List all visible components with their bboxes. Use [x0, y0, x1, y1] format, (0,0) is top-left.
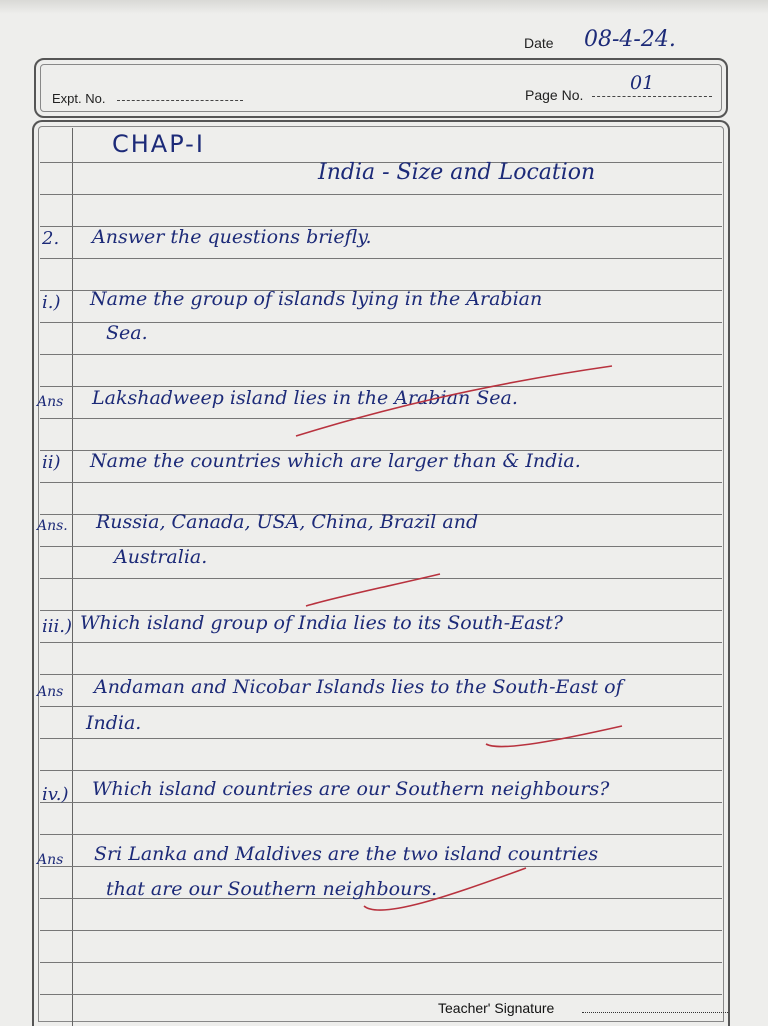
answer-marker: Ans. — [37, 518, 68, 534]
answer-marker: Ans — [37, 684, 64, 700]
answer-line: that are our Southern neighbours. — [106, 878, 438, 900]
date-label: Date — [524, 35, 554, 51]
question-number: i.) — [42, 292, 61, 313]
section-heading: Answer the questions briefly. — [92, 226, 372, 248]
question-line: Which island countries are our Southern neighbours? — [92, 778, 610, 800]
answer-line: Andaman and Nicobar Islands lies to the South-East of — [94, 676, 623, 698]
question-number: iv.) — [42, 784, 69, 805]
check-mark — [306, 574, 440, 606]
check-mark — [486, 726, 622, 747]
answer-marker: Ans — [37, 852, 64, 868]
teacher-signature-label: Teacher' Signature — [438, 1000, 555, 1016]
answer-marker: Ans — [37, 394, 64, 410]
teacher-signature-field — [582, 1012, 728, 1013]
question-line: Which island group of India lies to its South-East? — [80, 612, 563, 634]
chapter-heading: CHAP-I — [112, 130, 205, 158]
check-mark — [296, 366, 612, 436]
check-mark — [364, 868, 526, 910]
question-number: iii.) — [42, 616, 73, 637]
page-no-label: Page No. — [525, 87, 584, 103]
expt-no-label: Expt. No. — [52, 91, 106, 106]
question-number: ii) — [42, 452, 61, 473]
question-line: Sea. — [106, 322, 148, 344]
chapter-title: India - Size and Location — [318, 160, 596, 185]
section-number: 2. — [42, 228, 60, 249]
answer-line: Lakshadweep island lies in the Arabian Sea. — [92, 387, 518, 409]
answer-line: Australia. — [114, 546, 208, 568]
answer-line: India. — [86, 712, 142, 734]
answer-line: Sri Lanka and Maldives are the two island countries — [94, 843, 599, 865]
question-line: Name the countries which are larger than & India. — [90, 450, 581, 472]
question-line: Name the group of islands lying in the Arabian — [90, 288, 543, 310]
page-no-value: 01 — [630, 72, 655, 94]
answer-line: Russia, Canada, USA, China, Brazil and — [96, 511, 479, 533]
date-value: 08-4-24. — [584, 27, 676, 52]
